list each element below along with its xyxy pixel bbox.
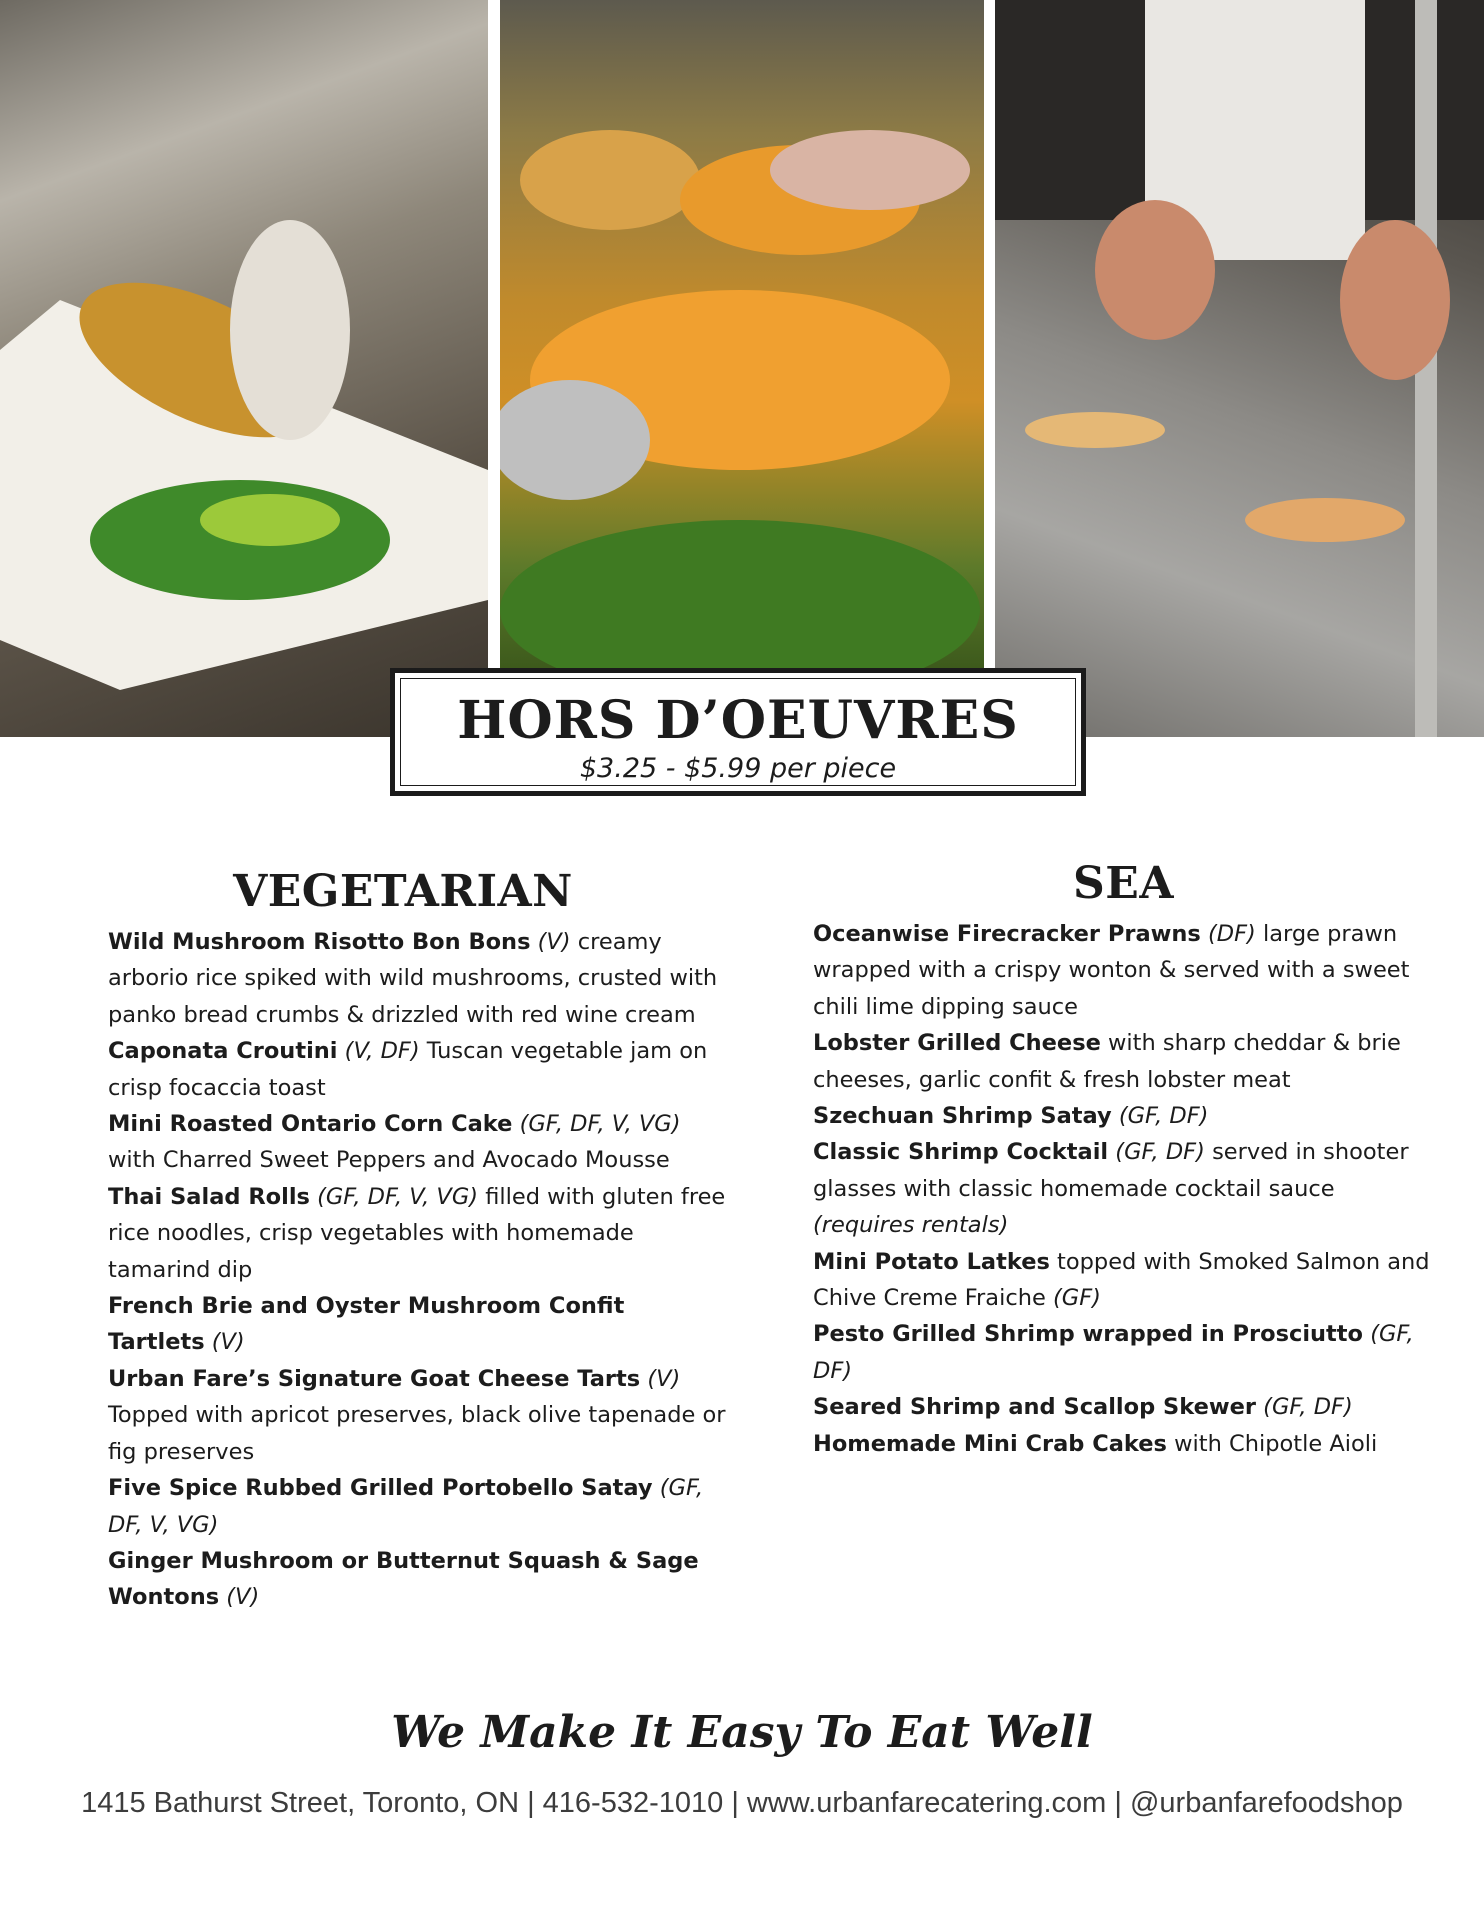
canape-tray-photo — [500, 0, 984, 668]
menu-item: Caponata Croutini (V, DF) Tuscan vegetable jam on crisp focaccia toast — [108, 1038, 708, 1101]
sea-heading: SEA — [1073, 858, 1174, 909]
sea-section — [813, 858, 1443, 1462]
tagline: We Make It Easy To Eat Well — [391, 1707, 1093, 1758]
title-box — [390, 668, 1086, 796]
vegetarian-heading: VEGETARIAN — [233, 866, 573, 917]
menu-item: Oceanwise Firecracker Prawns (DF) large prawn wrapped with a crispy wonton & served with a sweet chili lime dipping sauce — [813, 921, 1410, 1020]
menu-item: Thai Salad Rolls (GF, DF, V, VG) filled with gluten free rice noodles, crisp vegetables with homemade tamarind dip — [108, 1183, 726, 1283]
menu-item: Classic Shrimp Cocktail (GF, DF) served in shooter glasses with classic homemade cocktail sauce (requires rentals) — [813, 1139, 1409, 1239]
menu-item: Ginger Mushroom or Butternut Squash & Sage Wontons (V) — [108, 1547, 699, 1611]
vegetarian-list — [108, 924, 728, 1616]
menu-item: Mini Potato Latkes topped with Smoked Salmon and Chive Creme Fraiche (GF) — [813, 1248, 1430, 1312]
menu-item: Wild Mushroom Risotto Bon Bons (V) creamy arborio rice spiked with wild mushrooms, crusted with panko bread crumbs & drizzled with red wine cream — [108, 929, 718, 1028]
menu-item: Seared Shrimp and Scallop Skewer (GF, DF) — [813, 1394, 1353, 1421]
menu-item: Mini Roasted Ontario Corn Cake (GF, DF, V, VG) with Charred Sweet Peppers and Avocado Mousse — [108, 1111, 681, 1174]
contact-info: 1415 Bathurst Street, Toronto, ON | 416-532-1010 | www.urbanfarecatering.com | @urbanfarefoodshop — [81, 1787, 1403, 1819]
price-range: $3.25 - $5.99 per piece — [579, 753, 897, 784]
chef-plating-photo — [995, 0, 1484, 737]
menu-item: Five Spice Rubbed Grilled Portobello Satay (GF, DF, V, VG) — [108, 1475, 704, 1538]
menu-item: Urban Fare’s Signature Goat Cheese Tarts (V) Topped with apricot preserves, black olive tapenade or fig preserves — [108, 1365, 726, 1465]
satay-plate-photo — [0, 0, 488, 737]
vegetarian-section — [108, 858, 728, 1616]
menu-item: Pesto Grilled Shrimp wrapped in Prosciutto (GF, DF) — [813, 1321, 1414, 1384]
page-title: HORS D’OEUVRES — [457, 690, 1019, 751]
menu-item: Lobster Grilled Cheese with sharp cheddar & brie cheeses, garlic confit & fresh lobster meat — [813, 1030, 1401, 1093]
menu-item: Szechuan Shrimp Satay (GF, DF) — [813, 1103, 1209, 1130]
menu-item: Homemade Mini Crab Cakes with Chipotle Aioli — [813, 1430, 1378, 1457]
sea-list — [813, 916, 1443, 1462]
menu-item: French Brie and Oyster Mushroom Confit Tartlets (V) — [108, 1293, 625, 1356]
